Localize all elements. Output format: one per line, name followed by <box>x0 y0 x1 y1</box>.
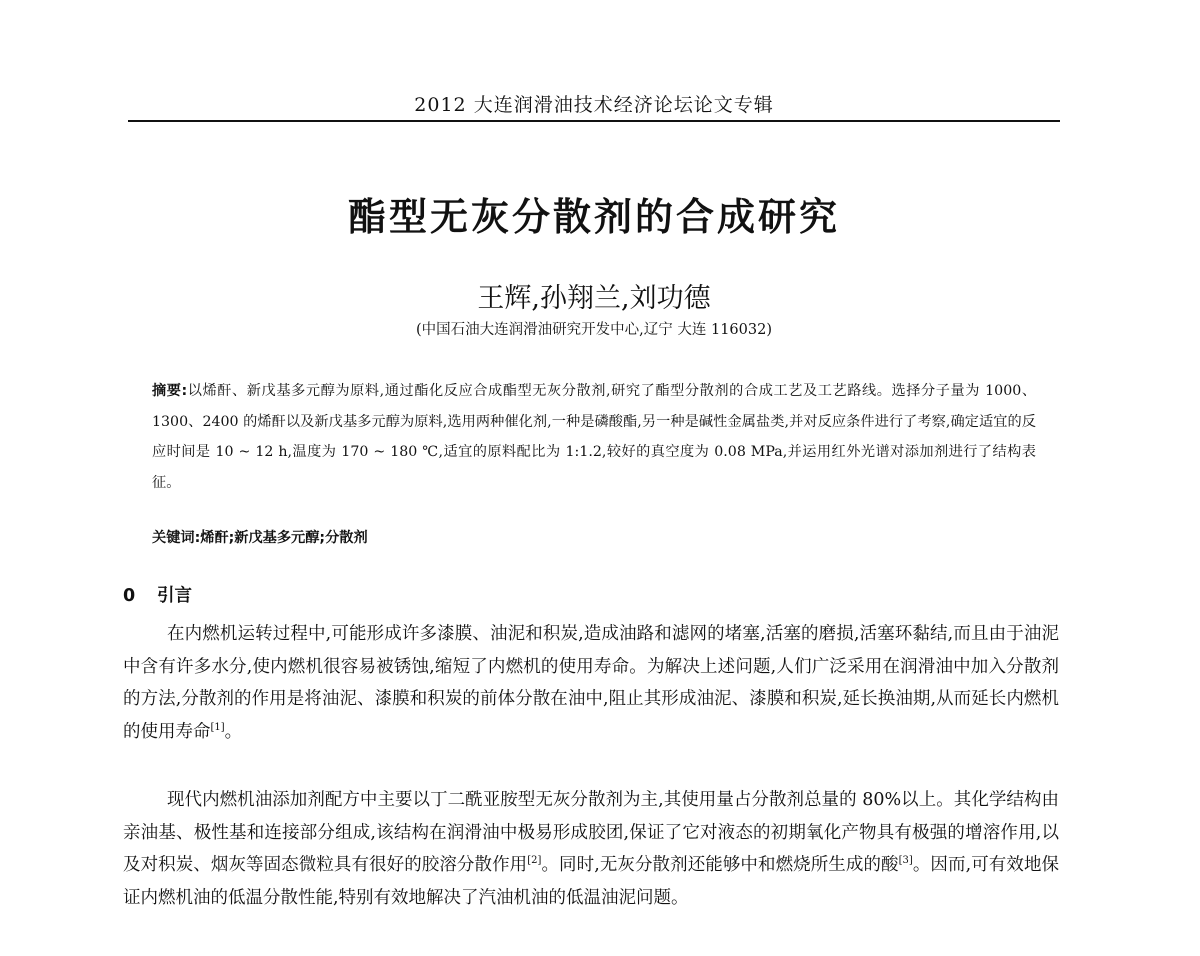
keywords-label: 关键词: <box>152 530 201 546</box>
citation-ref-2: [2] <box>527 855 542 867</box>
keywords <box>152 527 1036 547</box>
header-rule <box>128 120 1060 122</box>
section-title: 引言 <box>157 586 192 606</box>
paragraph-1-end: 。 <box>224 721 243 742</box>
paragraph-1-text: 在内燃机运转过程中,可能形成许多漆膜、油泥和积炭,造成油路和滤网的堵塞,活塞的磨损,活塞环黏结,而且由于油泥中含有许多水分,使内燃机很容易被锈蚀,缩短了内燃机的使用寿命。为解决上述问题,人们广泛采用在润滑油中加入分散剂的方法,分散剂的作用是将油泥、漆膜和积炭的前体分散在油中,阻止其形成油泥、漆膜和积炭,延长换油期,从而延长内燃机的使用寿命 <box>123 624 1059 742</box>
keywords-text: 烯酐;新戊基多元醇;分散剂 <box>200 530 368 546</box>
section-number: 0 <box>123 586 136 606</box>
abstract-label: 摘要: <box>152 383 188 399</box>
citation-ref-1: [1] <box>210 721 225 733</box>
paper-affiliation: (中国石油大连润滑油研究开发中心,辽宁 大连 116032) <box>416 322 772 338</box>
citation-ref-3: [3] <box>898 855 913 867</box>
paragraph-2-text-c: 。因而,可有效地保证内燃机油的低温分散性能,特别有效地解决了汽油机油的低温油泥问题。 <box>123 855 1060 908</box>
paper-authors: 王辉,孙翔兰,刘功德 <box>477 283 711 314</box>
abstract <box>152 376 1036 498</box>
body-paragraph-1 <box>123 618 1059 748</box>
paper-title: 酯型无灰分散剂的合成研究 <box>347 195 840 239</box>
section-heading <box>123 582 192 607</box>
running-header: 2012 大连润滑油技术经济论坛论文专辑 <box>414 94 774 116</box>
paragraph-2-text-a: 现代内燃机油添加剂配方中主要以丁二酰亚胺型无灰分散剂为主,其使用量占分散剂总量的 80%以上。其化学结构由亲油基、极性基和连接部分组成,该结构在润滑油中极易形成胶团,保证了它对液态的初期氧化产物具有极强的增溶作用,以及对积炭、烟灰等固态微粒具有很好的胶溶分散作用 <box>123 790 1059 875</box>
paragraph-2-text-b: 。同时,无灰分散剂还能够中和燃烧所生成的酸 <box>541 855 899 875</box>
abstract-text: 以烯酐、新戊基多元醇为原料,通过酯化反应合成酯型无灰分散剂,研究了酯型分散剂的合成工艺及工艺路线。选择分子量为 1000、1300、2400 的烯酐以及新戊基多元醇为原料,选用两种催化剂,一种是磷酸酯,另一种是碱性金属盐类,并对反应条件进行了考察,确定适宜的反应时间是 10 ~ 12 h,温度为 170 ~ 180 ℃,适宜的原料配比为 1:1.2,较好的真空度为 0.08 MPa,并运用红外光谱对添加剂进行了结构表征。 <box>152 383 1037 491</box>
body-paragraph-2 <box>123 784 1059 914</box>
